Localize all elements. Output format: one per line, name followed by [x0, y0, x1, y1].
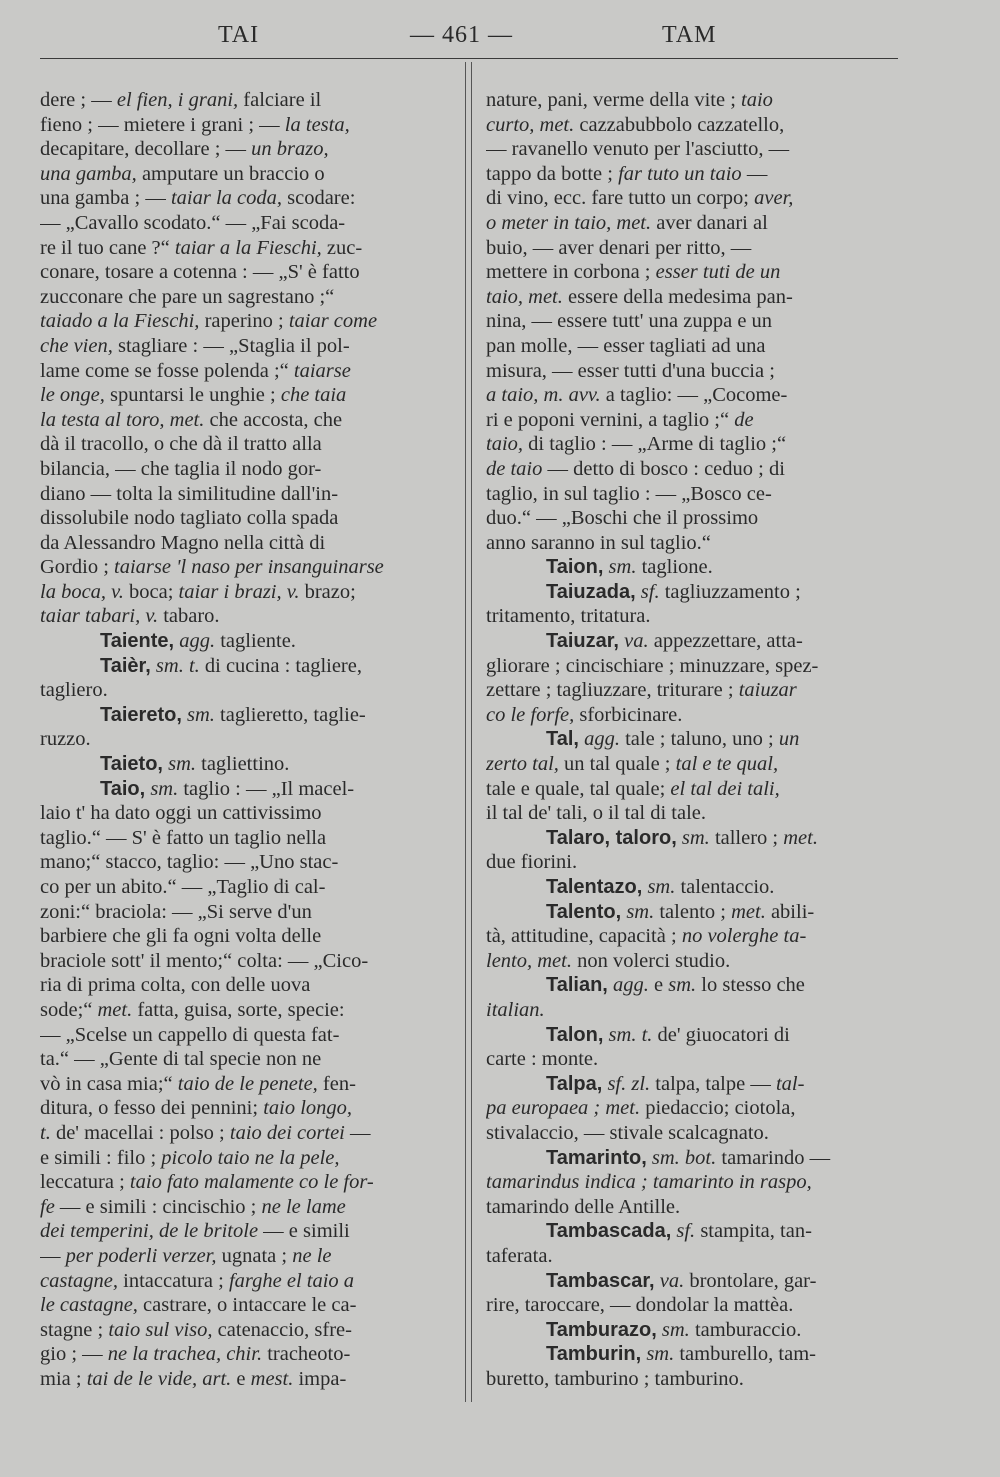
- text-line: tritamento, tritatura.: [486, 605, 651, 628]
- text-line: taferata.: [486, 1244, 553, 1267]
- text-line: mettere in corbona ; esser tuti de un: [486, 261, 781, 284]
- text-line: nature, pani, verme della vite ; taio: [486, 89, 773, 111]
- text-line: curto, met. cazzabubbolo cazzatello,: [486, 113, 785, 136]
- text-line: taiar tabari, v. tabaro.: [40, 605, 220, 628]
- text-line: gliorare ; cincischiare ; minuzzare, spez-: [486, 654, 819, 677]
- text-line: da Alessandro Magno nella città di: [40, 531, 326, 554]
- text-line: conare, tosare a cotenna : — „S' è fatto: [40, 261, 360, 284]
- text-line: nina, — essere tutt' una zuppa e un: [486, 310, 773, 333]
- text-line: zoni:“ braciola: — „Si serve d'un: [40, 900, 312, 923]
- text-line: o meter in taio, met. aver danari al: [486, 211, 768, 234]
- text-line: Gordio ; taiarse 'l naso per insanguinarse: [40, 556, 384, 579]
- page-number: — 461 —: [410, 22, 513, 48]
- text-line: italian.: [486, 998, 545, 1021]
- header-left-guide-word: TAI: [218, 22, 260, 48]
- entry-headline: Taieto, sm. tagliettino.: [100, 753, 290, 776]
- text-line: dà il tracollo, o che dà il tratto alla: [40, 433, 322, 456]
- entry-headline: Talon, sm. t. de' giuocatori di: [546, 1023, 790, 1046]
- text-line: tà, attitudine, capacità ; no volerghe ta-: [486, 925, 807, 948]
- header-right-guide-word: TAM: [662, 22, 717, 48]
- text-line: la testa al toro, met. che accosta, che: [40, 408, 343, 431]
- text-line: bilancia, — che taglia il nodo gor-: [40, 457, 322, 480]
- entry-headline: Tal, agg. tale ; taluno, uno ; un: [546, 728, 800, 751]
- text-line: gio ; — ne la trachea, chir. tracheoto-: [40, 1343, 351, 1366]
- text-line: — „Scelse un cappello di questa fat-: [40, 1023, 340, 1046]
- entry-headline: Talpa, sf. zl. talpa, talpe — tal-: [546, 1072, 805, 1095]
- text-line: tamarindo delle Antille.: [486, 1195, 681, 1218]
- text-line: fieno ; — mietere i grani ; — la testa,: [40, 113, 350, 136]
- text-line: sode;“ met. fatta, guisa, sorte, specie:: [40, 998, 345, 1021]
- text-line: lame come se fosse polenda ;“ taiarse: [40, 359, 351, 382]
- text-line: taio, met. essere della medesima pan-: [486, 285, 793, 308]
- entry-headline: Tamburin, sm. tamburello, tam-: [546, 1343, 816, 1366]
- entry-headline: Tamburazo, sm. tamburaccio.: [546, 1318, 802, 1341]
- entry-headline: Tambascar, va. brontolare, gar-: [546, 1269, 817, 1292]
- text-line: ditura, o fesso dei pennini; taio longo,: [40, 1097, 353, 1120]
- entry-headline: Taiente, agg. tagliente.: [100, 630, 296, 653]
- text-line: vò in casa mia;“ taio de le penete, fen-: [40, 1072, 356, 1095]
- text-line: taglio.“ — S' è fatto un taglio nella: [40, 826, 327, 849]
- entry-headline: Taiuzada, sf. tagliuzzamento ;: [546, 580, 801, 603]
- text-line: taio, di taglio : — „Arme di taglio ;“: [486, 433, 787, 456]
- text-line: le castagne, castrare, o intaccare le ca-: [40, 1294, 357, 1317]
- text-line: misura, — esser tutti d'una buccia ;: [486, 359, 775, 382]
- text-line: di vino, ecc. fare tutto un corpo; aver,: [486, 187, 794, 210]
- text-line: leccatura ; taio fato malamente co le for-: [40, 1171, 374, 1194]
- text-line: ri e poponi vernini, a taglio ;“ de: [486, 408, 754, 431]
- text-line: a taio, m. avv. a taglio: — „Cocome-: [486, 384, 788, 407]
- text-line: mano;“ stacco, taglio: — „Uno stac-: [40, 851, 339, 874]
- text-line: laio t' ha dato oggi un cattivissimo: [40, 802, 322, 825]
- text-line: de taio — detto di bosco : ceduo ; di: [486, 457, 785, 480]
- text-line: mia ; tai de le vide, art. e mest. impa-: [40, 1367, 347, 1390]
- text-line: buio, — aver denari per ritto, —: [486, 236, 752, 259]
- entry-headline: Taiuzar, va. appezzettare, atta-: [546, 630, 803, 653]
- text-line: ria di prima colta, con delle uova: [40, 974, 311, 997]
- text-line: il tal de' tali, o il tal di tale.: [486, 802, 707, 825]
- text-line: buretto, tamburino ; tamburino.: [486, 1367, 744, 1390]
- left-column: [40, 88, 452, 1391]
- text-line: tale e quale, tal quale; el tal dei tali,: [486, 777, 780, 800]
- entry-headline: Talaro, taloro, sm. tallero ; met.: [546, 826, 818, 849]
- text-line: tamarindus indica ; tamarinto in raspo,: [486, 1171, 812, 1194]
- text-line: rire, taroccare, — dondolar la mattèa.: [486, 1294, 794, 1317]
- text-line: le onge, spuntarsi le unghie ; che taia: [40, 384, 347, 407]
- text-line: e simili : filo ; picolo taio ne la pele,: [40, 1146, 340, 1169]
- text-line: ta.“ — „Gente di tal specie non ne: [40, 1048, 322, 1071]
- column-divider: [465, 62, 472, 1402]
- text-line: dei temperini, de le britole — e simili: [40, 1220, 350, 1243]
- entry-headline: Taion, sm. taglione.: [546, 556, 713, 579]
- right-column: [486, 88, 896, 1391]
- text-line: decapitare, decollare ; — un brazo,: [40, 138, 329, 161]
- text-line: duo.“ — „Boschi che il prossimo: [486, 507, 759, 530]
- text-line: diano — tolta la similitudine dall'in-: [40, 482, 339, 505]
- text-line: co per un abito.“ — „Taglio di cal-: [40, 876, 326, 898]
- text-line: pan molle, — esser tagliati ad una: [486, 334, 766, 357]
- text-line: zucconare che pare un sagrestano ;“: [40, 285, 335, 308]
- entry-headline: Talento, sm. talento ; met. abili-: [546, 900, 815, 923]
- entry-headline: Tambascada, sf. stampita, tan-: [546, 1220, 812, 1243]
- text-line: taglio, in sul taglio : — „Bosco ce-: [486, 482, 772, 505]
- text-line: lento, met. non volerci studio.: [486, 949, 731, 972]
- text-line: — „Cavallo scodato.“ — „Fai scoda-: [40, 211, 346, 234]
- header-rule: [40, 58, 898, 59]
- text-line: una gamba, amputare un braccio o: [40, 162, 325, 185]
- text-line: — ravanello venuto per l'asciutto, —: [486, 138, 790, 161]
- text-line: zerto tal, un tal quale ; tal e te qual,: [486, 753, 779, 776]
- entry-headline: Taio, sm. taglio : — „Il macel-: [100, 777, 355, 800]
- text-line: t. de' macellai : polso ; taio dei cortei —: [40, 1121, 371, 1144]
- entry-headline: Tamarinto, sm. bot. tamarindo —: [546, 1146, 831, 1169]
- text-line: che vien, stagliare : — „Staglia il pol-: [40, 334, 350, 357]
- text-line: dere ; — el fien, i grani, falciare il: [40, 89, 322, 111]
- text-line: dissolubile nodo tagliato colla spada: [40, 507, 339, 530]
- text-line: stivalaccio, — stivale scalcagnato.: [486, 1121, 769, 1144]
- text-line: la boca, v. boca; taiar i brazi, v. brazo;: [40, 580, 356, 603]
- entry-headline: Taiereto, sm. taglieretto, taglie-: [100, 703, 366, 726]
- text-line: carte : monte.: [486, 1048, 599, 1071]
- text-line: stagne ; taio sul viso, catenaccio, sfre-: [40, 1318, 352, 1341]
- entry-headline: Talentazo, sm. talentaccio.: [546, 876, 775, 898]
- text-line: anno saranno in sul taglio.“: [486, 531, 711, 554]
- text-line: una gamba ; — taiar la coda, scodare:: [40, 187, 356, 210]
- text-line: tagliero.: [40, 679, 108, 702]
- entry-headline: Taièr, sm. t. di cucina : tagliere,: [100, 654, 362, 677]
- text-line: due fiorini.: [486, 851, 578, 874]
- text-line: castagne, intaccatura ; farghe el taio a: [40, 1269, 355, 1292]
- text-line: ruzzo.: [40, 728, 91, 751]
- text-line: re il tuo cane ?“ taiar a la Fieschi, zuc-: [40, 236, 363, 259]
- entry-headline: Talian, agg. e sm. lo stesso che: [546, 974, 805, 997]
- text-line: zettare ; tagliuzzare, triturare ; taiuzar: [486, 679, 797, 702]
- text-line: tappo da botte ; far tuto un taio —: [486, 162, 768, 185]
- text-line: braciole sott' il mento;“ colta: — „Cico-: [40, 949, 369, 972]
- text-line: taiado a la Fieschi, raperino ; taiar come: [40, 310, 378, 333]
- text-line: co le forfe, sforbicinare.: [486, 703, 683, 726]
- text-line: barbiere che gli fa ogni volta delle: [40, 925, 322, 948]
- text-line: fe — e simili : cincischio ; ne le lame: [40, 1195, 346, 1218]
- text-line: pa europaea ; met. piedaccio; ciotola,: [486, 1097, 796, 1120]
- text-line: — per poderli verzer, ugnata ; ne le: [40, 1244, 332, 1267]
